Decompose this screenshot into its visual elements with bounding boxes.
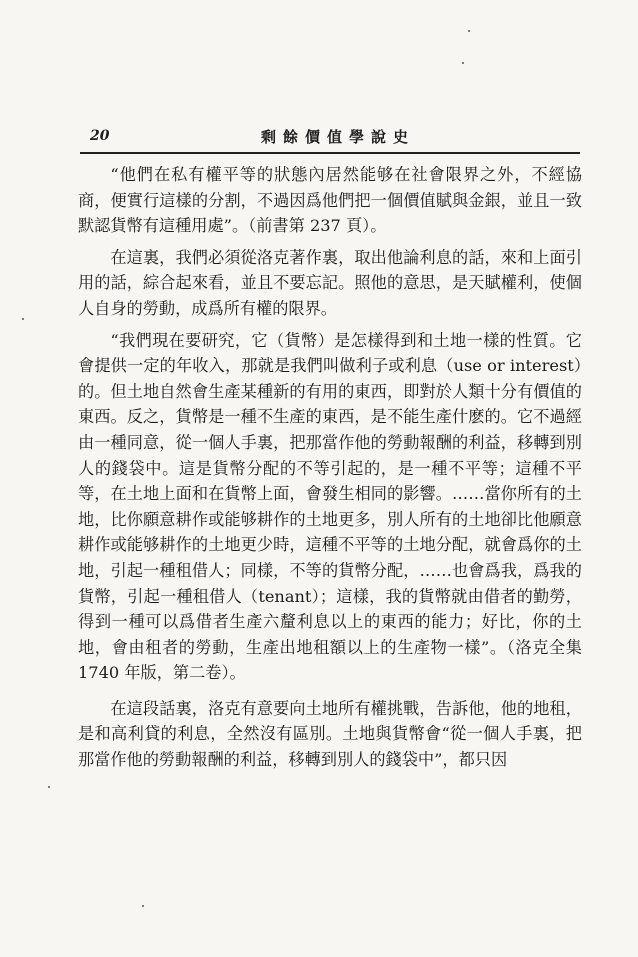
paragraph-quote-1: “他們在私有權平等的狀態內居然能够在社會限界之外，不經協商，便實行這樣的分割，不過因爲他們把一個價值賦與金銀，並且一致默認貨幣有這種用處”。（前書第 237 頁）。 xyxy=(78,165,582,236)
body-text xyxy=(78,162,582,773)
scan-speck xyxy=(462,62,464,64)
running-title: 剩餘價值學說史 xyxy=(260,128,415,146)
header-rule xyxy=(80,152,580,154)
scan-speck xyxy=(48,786,50,788)
scan-speck xyxy=(142,905,144,907)
scan-speck xyxy=(22,318,24,320)
page-number: 20 xyxy=(90,128,110,144)
page-header xyxy=(88,126,578,150)
paragraph-4: 在這段話裏，洛克有意要向土地所有權挑戰，告訴他，他的地租，是和高利貸的利息，全然沒有區別。土地與貨幣會“從一個人手裏，把那當作他的勞動報酬的利益，移轉到別人的錢袋中”，都只因 xyxy=(78,698,582,770)
paragraph-quote-2: “我們現在要研究，它（貨幣）是怎樣得到和土地一樣的性質。它會提供一定的年收入，那就是我們叫做利子或利息（use or interest）的。但土地自然會生產某種新的有用的東西，即對於人類十分有價值的東西。反之，貨幣是一種不生產的東西，是不能生產什麽的。它不過經由一種同意，從一個人手裏，把那當作他的勞動報酬的利益，移轉到別人的錢袋中。這是貨幣分配的不等引起的，是一種不平等；這種不平等，在土地上面和在貨幣上面，會發生相同的影響。……當你所有的土地，比你願意耕作或能够耕作的土地更多，別人所有的土地卻比他願意耕作或能够耕作的土地更少時，這種不平等的土地分配，就會爲你的土地，引起一種租借人；同樣，不等的貨幣分配，……也會爲我，爲我的貨幣，引起一種租借人（tenant）；這樣，我的貨幣就由借者的勤勞，得到一種可以爲借者生產六釐利息以上的東西的能力；好比，你的土地，會由租者的勞動，生產出地租額以上的生產物一樣”。（洛克全集 1740 年版，第二卷）。 xyxy=(78,330,582,683)
scan-speck xyxy=(468,30,470,32)
paragraph-2: 在這裏，我們必須從洛克著作裏，取出他論利息的話，來和上面引用的話，綜合起來看，並且不要忘記。照他的意思，是天賦權利，使個人自身的勞動，成爲所有權的限界。 xyxy=(78,247,582,318)
